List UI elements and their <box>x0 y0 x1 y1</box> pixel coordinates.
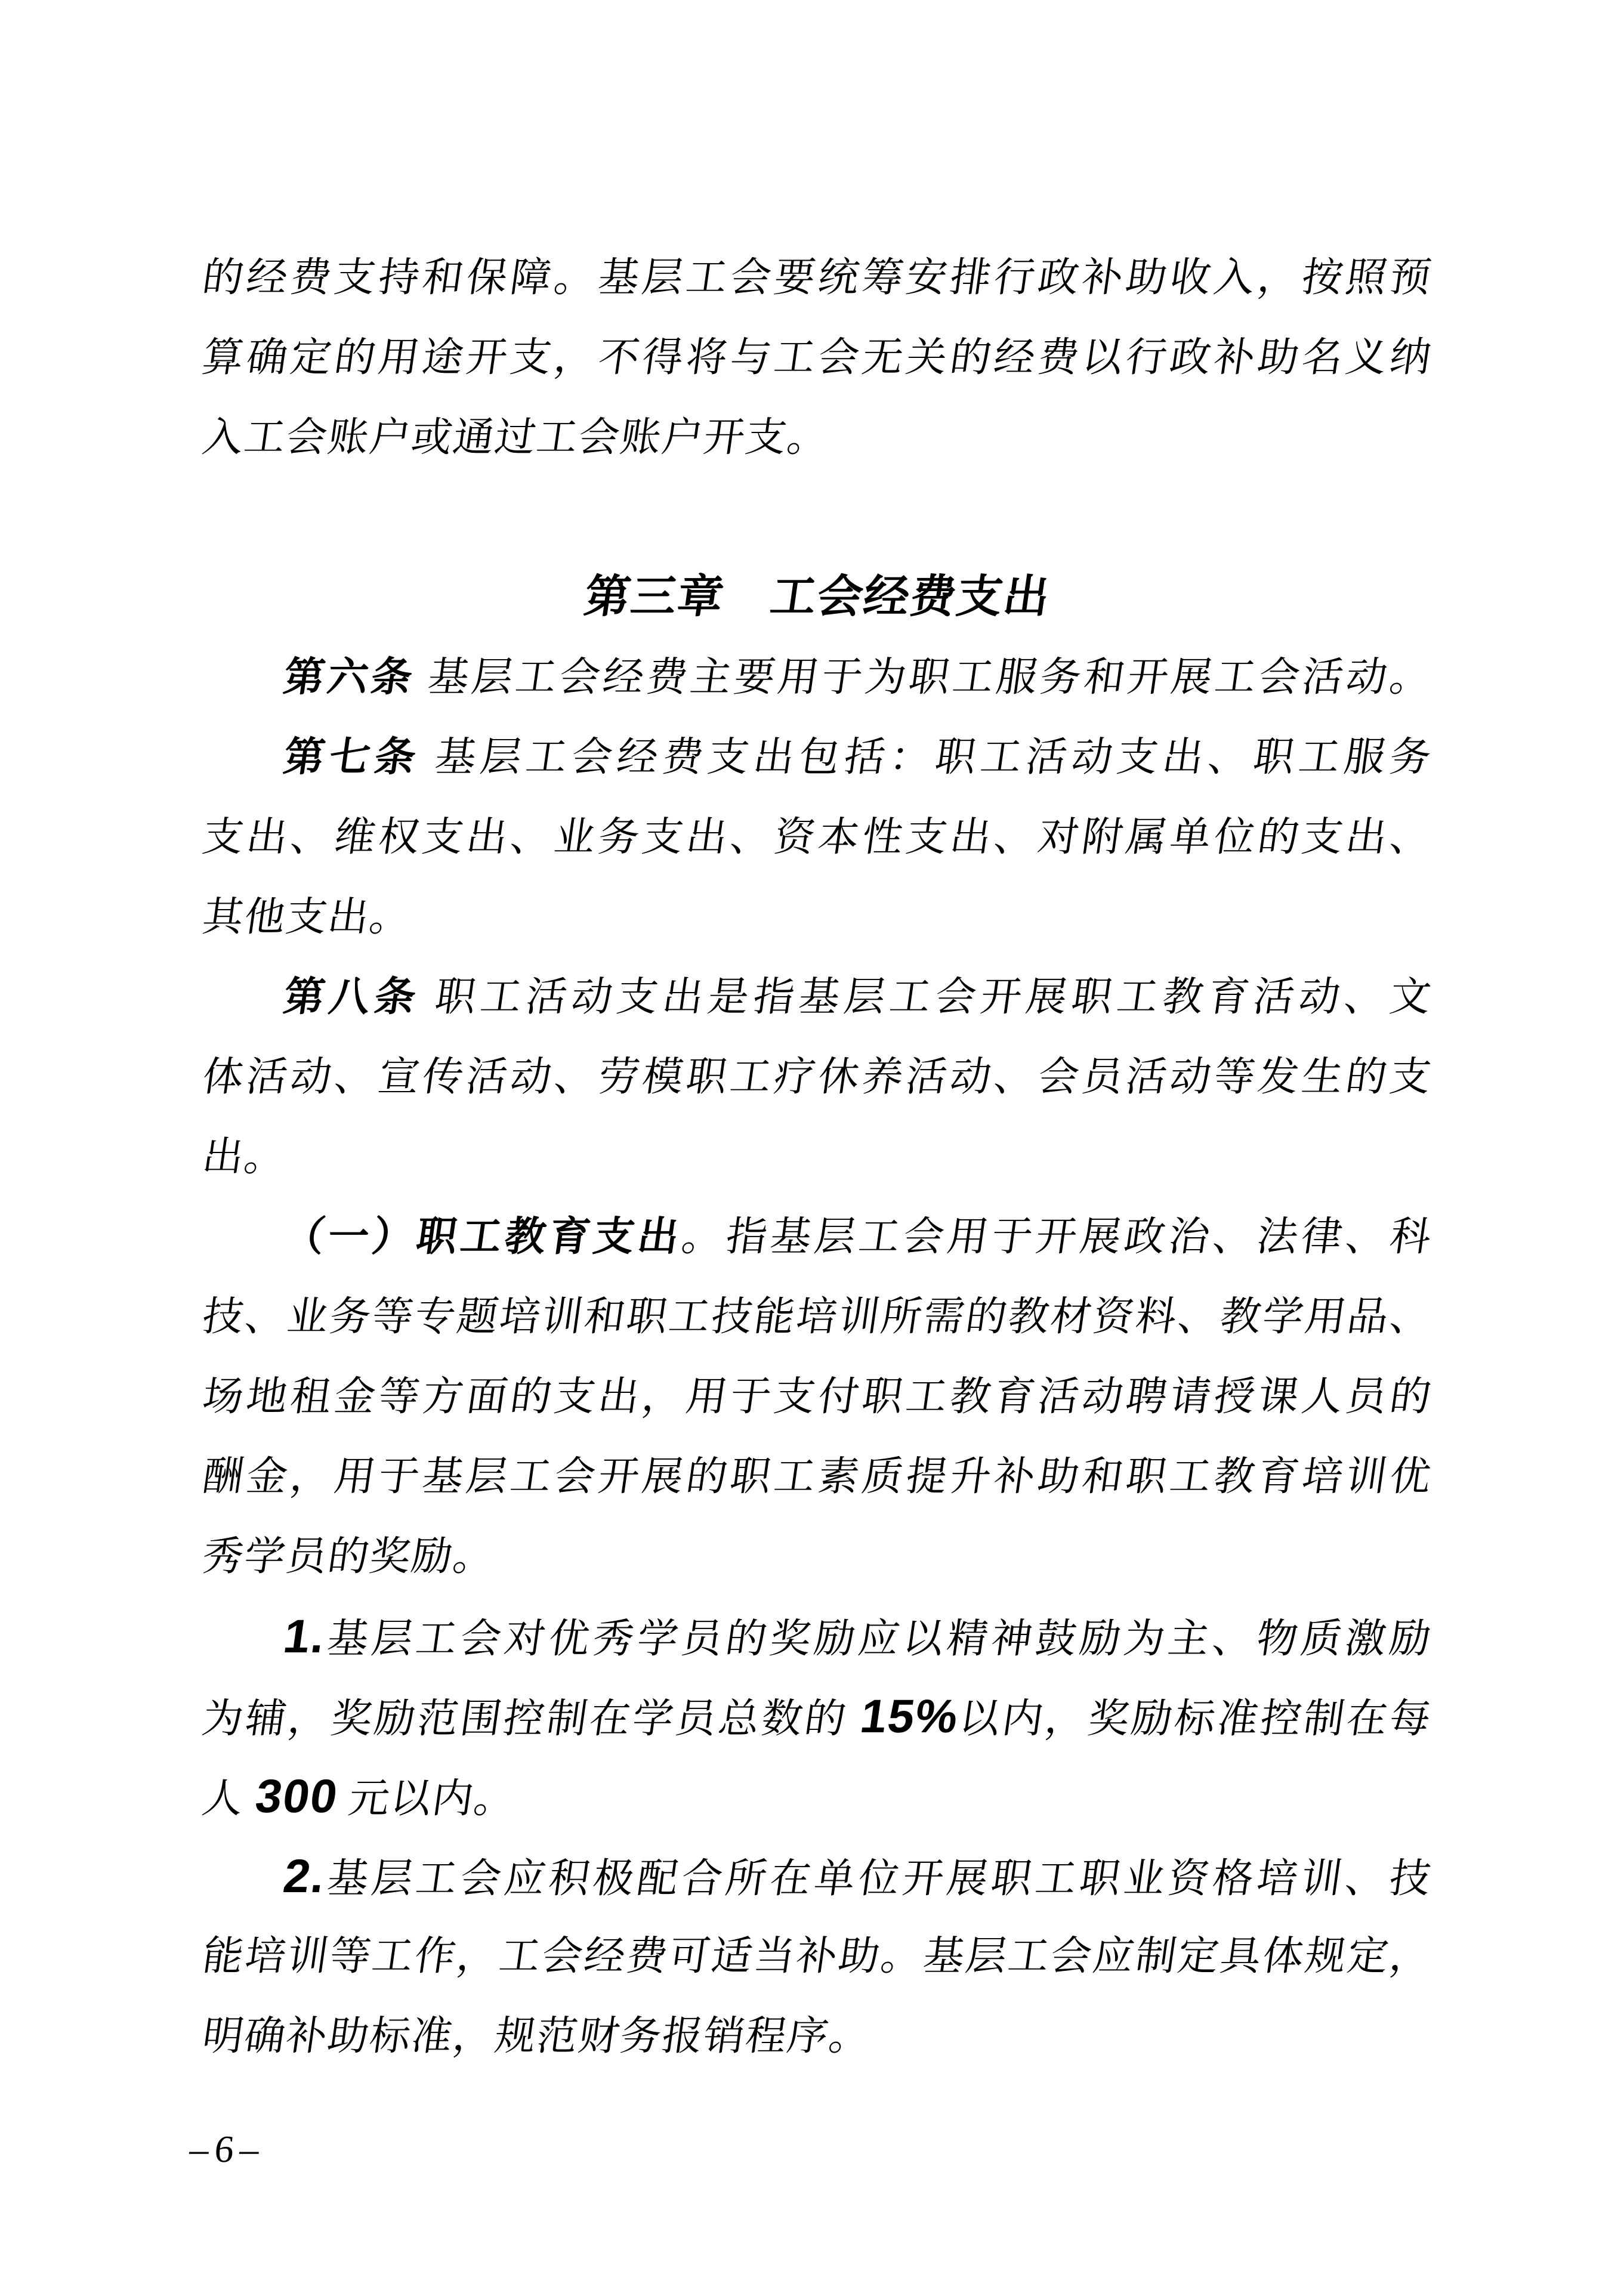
text-line <box>197 877 1438 957</box>
text-run: 入工会账户或通过工会账户开支。 <box>199 415 833 460</box>
text-line <box>197 1916 1438 1996</box>
text-line <box>197 1436 1438 1516</box>
text-run: 支出、维权支出、业务支出、资本性支出、对附属单位的支出、 <box>199 814 1435 860</box>
text-line <box>197 1676 1438 1756</box>
text-run: 。指基层工会用于开展政治、法律、科 <box>679 1214 1435 1259</box>
numeral-run: 300 <box>252 1770 342 1822</box>
text-line <box>197 1037 1438 1117</box>
text-line <box>197 1596 1438 1676</box>
text-line <box>197 797 1438 877</box>
text-run: 为辅，奖励范围控制在学员总数的 <box>199 1696 864 1741</box>
numeral-run: 2. <box>280 1850 329 1902</box>
text-line <box>197 957 1438 1037</box>
page-number: –6– <box>187 2128 267 2170</box>
text-run: 人 <box>199 1776 259 1821</box>
text-run: 酬金，用于基层工会开展的职工素质提升补助和职工教育培训优 <box>199 1454 1435 1499</box>
text-run: 基层工会应积极配合所在单位开展职工职业资格培训、技 <box>322 1856 1435 1901</box>
text-run: 以内，奖励标准控制在每 <box>955 1696 1435 1741</box>
numeral-run: 1. <box>280 1610 329 1662</box>
text-line <box>197 1356 1438 1436</box>
text-line <box>197 717 1438 797</box>
chapter-title <box>197 557 1438 637</box>
text-run: 出。 <box>199 1134 290 1179</box>
text-run: 技、业务等专题培训和职工技能培训所需的教材资料、教学用品、 <box>199 1294 1435 1339</box>
text-run: 的经费支持和保障。基层工会要统筹安排行政补助收入，按照预 <box>199 255 1435 300</box>
text-run: 场地租金等方面的支出，用于支付职工教育活动聘请授课人员的 <box>199 1374 1435 1419</box>
text-line <box>197 1836 1438 1916</box>
text-run: 能培训等工作，工会经费可适当补助。基层工会应制定具体规定， <box>199 1933 1435 1979</box>
bold-text-run: 第八条 <box>280 974 424 1019</box>
text-line <box>197 397 1438 477</box>
text-run: 元以内。 <box>334 1776 520 1821</box>
numeral-run: 15% <box>857 1690 962 1742</box>
text-line <box>197 1516 1438 1596</box>
text-run: 其他支出。 <box>199 894 415 940</box>
text-line <box>197 637 1438 717</box>
text-line <box>197 1277 1438 1356</box>
text-run: 算确定的用途开支，不得将与工会无关的经费以行政补助名义纳 <box>199 335 1435 380</box>
blank-line <box>197 477 1438 557</box>
text-line <box>197 1996 1438 2076</box>
bold-text-run: （一）职工教育支出 <box>280 1214 686 1259</box>
bold-text-run: 第六条 <box>280 654 419 700</box>
text-line <box>197 317 1438 397</box>
text-run: 基层工会对优秀学员的奖励应以精神鼓励为主、物质激励 <box>322 1616 1435 1661</box>
text-run: 体活动、宣传活动、劳模职工疗休养活动、会员活动等发生的支 <box>199 1054 1435 1099</box>
text-run: 基层工会经费主要用于为职工服务和开展工会活动。 <box>412 654 1435 700</box>
document-text <box>199 237 1435 2076</box>
text-line <box>197 237 1438 317</box>
bold-text-run: 第七条 <box>280 734 424 780</box>
text-run: 秀学员的奖励。 <box>199 1534 499 1579</box>
text-run: 明确补助标准，规范财务报销程序。 <box>199 2013 875 2059</box>
text-run: 第三章 工会经费支出 <box>581 571 1054 622</box>
text-line <box>197 1756 1438 1836</box>
text-line <box>197 1197 1438 1277</box>
text-line <box>197 1117 1438 1197</box>
text-run: 基层工会经费支出包括：职工活动支出、职工服务 <box>417 734 1435 780</box>
text-run: 职工活动支出是指基层工会开展职工教育活动、文 <box>417 974 1435 1019</box>
